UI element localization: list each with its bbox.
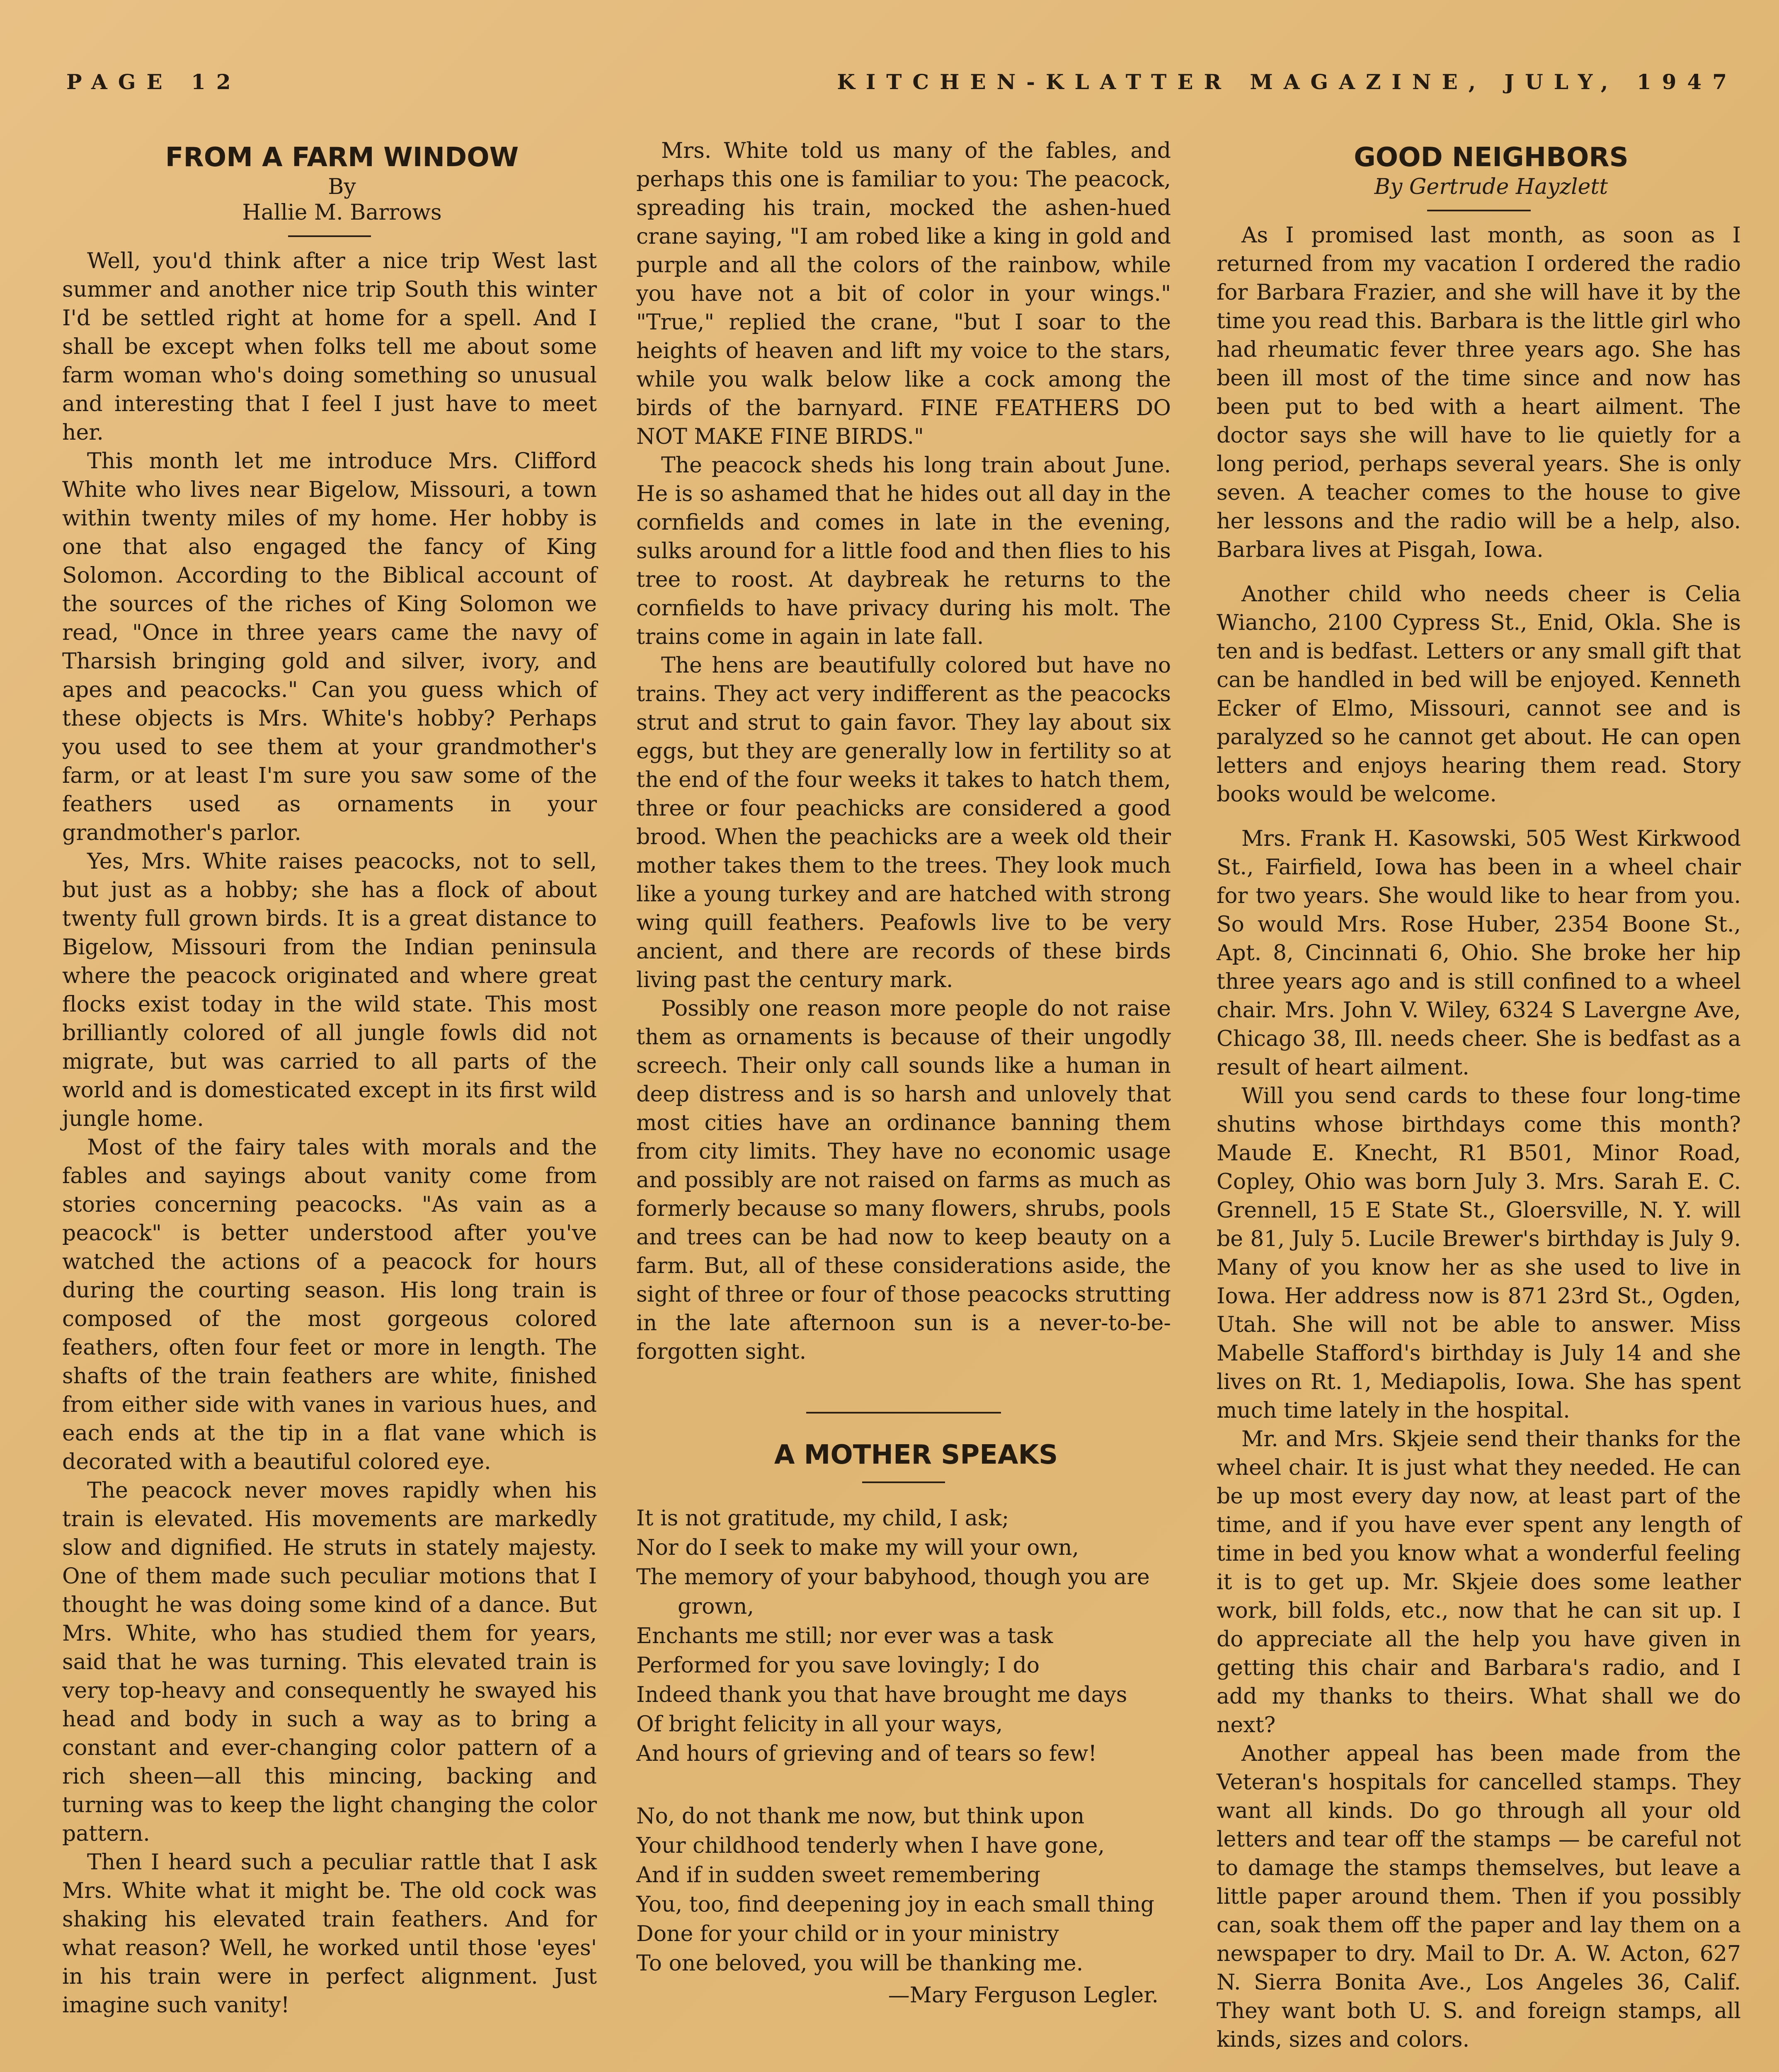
- column-left: [62, 141, 597, 2020]
- paragraph: The hens are beautifully colored but have no trains. They act very indifferent as the peacocks strut and strut to gain favor. They lay about six eggs, but they are generally low in fertility so at the end of the four weeks it takes to hatch them, three or four peachicks are considered a good brood. When the peachicks are a week old their mother takes them to the trees. They look much like a young turkey and are hatched with strong wing quill feathers. Peafowls live to be very ancient, and there are records of these birds living past the century mark.: [636, 653, 1171, 992]
- divider: [862, 1481, 945, 1483]
- poem-line: Indeed thank you that have brought me days: [636, 1682, 1127, 1707]
- magazine-title: KITCHEN-KLATTER MAGAZINE, JULY, 1947: [837, 70, 1738, 94]
- article-title: GOOD NEIGHBORS: [1354, 142, 1629, 173]
- poem-line: Performed for you save lovingly; I do: [636, 1653, 1040, 1678]
- paragraph: Another child who needs cheer is Celia Wiancho, 2100 Cypress St., Enid, Okla. She is ten and is bedfast. Letters or any small gift that can be handled in bed will be enjoyed. Kenneth Ecker of Elmo, Missouri, cannot see and is paralyzed so he cannot get about. He can open letters and enjoys hearing them read. Story books would be welcome.: [1217, 582, 1741, 807]
- paragraph: As I promised last month, as soon as I returned from my vacation I ordered the radio for Barbara Frazier, and she will have it by the time you read this. Barbara is the little girl who had rheumatic fever three years ago. She has been ill most of the time since and now has been put to bed with a heart ailment. The doctor says she will have to lie quietly for a long period, perhaps several years. She is only seven. A teacher comes to the house to give her lessons and the radio will be a help, also. Barbara lives at Pisgah, Iowa.: [1217, 223, 1741, 562]
- poem-line: Enchants me still; nor ever was a task: [636, 1624, 1053, 1648]
- paragraph: Yes, Mrs. White raises peacocks, not to sell, but just as a hobby; she has a flock of about twenty full grown birds. It is a great distance to Bigelow, Missouri from the Indian peninsula where the peacock originated and where great flocks exist today in the wild state. This most brilliantly colored of all jungle fowls did not migrate, but was carried to all parts of the world and is domesticated except in its first wild jungle home.: [62, 849, 597, 1131]
- poem-line: It is not gratitude, my child, I ask;: [636, 1506, 1009, 1531]
- poem-line: And hours of grieving and of tears so few!: [636, 1741, 1097, 1766]
- paragraph: Mrs. White told us many of the fables, and perhaps this one is familiar to you: The peacock, spreading his train, mocked the ashen-hued crane saying, "I am robed like a king in gold and purple and all the colors of the rainbow, while you have not a bit of color in your wings." "True," replied the crane, "but I soar to the heights of heaven and lift my voice to the stars, while you walk below like a cock among the birds of the barnyard. FINE FEATHERS DO NOT MAKE FINE BIRDS.": [636, 138, 1171, 449]
- column-middle: [636, 137, 1171, 2010]
- byline-author: Hallie M. Barrows: [242, 200, 442, 225]
- byline-by: By: [328, 174, 356, 199]
- poem-line: No, do not thank me now, but think upon: [636, 1804, 1085, 1829]
- paragraph: The peacock never moves rapidly when his train is elevated. His movements are markedly slow and dignified. He struts in stately majesty. One of them made such peculiar motions that I thought he was doing some kind of a dance. But Mrs. White, who has studied them for years, said that he was turning. This elevated train is very top-heavy and consequently he swayed his head and body in such a way as to bring a constant and ever-changing color pattern of a rich sheen—all this mincing, backing and turning was to keep the light changing the color pattern.: [62, 1478, 597, 1846]
- poem-author: —Mary Ferguson Legler.: [888, 1983, 1159, 2008]
- divider: [288, 235, 371, 237]
- paragraph: Most of the fairy tales with morals and the fables and sayings about vanity come from stories concerning peacocks. "As vain as a peacock" is better understood after you've watched the actions of a peacock for hours during the courting season. His long train is composed of the most gorgeous colored feathers, often four feet or more in length. The shafts of the train feathers are white, finished from either side with vanes in various hues, and each ends at the tip in a flat vane which is decorated with a beautiful colored eye.: [62, 1135, 597, 1474]
- paragraph: Will you send cards to these four long-time shutins whose birthdays come this month? Maude E. Knecht, R1 B501, Minor Road, Copley, Ohio was born July 3. Mrs. Sarah E. C. Grennell, 15 E State St., Gloersville, N. Y. will be 81, July 5. Lucile Brewer's birthday is July 9. Many of you know her as she used to live in Iowa. Her address now is 871 23rd St., Ogden, Utah. She will not be able to answer. Miss Mabelle Stafford's birthday is July 14 and she lives on Rt. 1, Mediapolis, Iowa. She has spent much time lately in the hospital.: [1217, 1084, 1741, 1423]
- poem-line: Your childhood tenderly when I have gone,: [636, 1833, 1105, 1858]
- poem-line: Of bright felicity in all your ways,: [636, 1712, 1003, 1737]
- poem-body: [636, 1504, 1171, 2010]
- poem-line: Nor do I seek to make my will your own,: [636, 1535, 1079, 1560]
- poem-line: You, too, find deepening joy in each small thing: [636, 1892, 1155, 1917]
- poem-line: And if in sudden sweet remembering: [636, 1863, 1040, 1888]
- page-number: PAGE 12: [66, 70, 242, 94]
- column-right: [1217, 141, 1741, 2054]
- paragraph: Mrs. Frank H. Kasowski, 505 West Kirkwood St., Fairfield, Iowa has been in a wheel chair for two years. She would like to hear from you. So would Mrs. Rose Huber, 2354 Boone St., Apt. 8, Cincinnati 6, Ohio. She broke her hip three years ago and is still confined to a wheel chair. Mrs. John V. Wiley, 6324 S Lavergne Ave, Chicago 38, Ill. needs cheer. She is bedfast as a result of heart ailment.: [1217, 826, 1741, 1080]
- paragraph: Mr. and Mrs. Skjeie send their thanks for the wheel chair. It is just what they needed. He can be up most every day now, at least part of the time, and if you have ever spent any length of time in bed you know what a wonderful feeling it is to get up. Mr. Skjeie does some leather work, bill folds, etc., now that he can sit up. I do appreciate all the help you have given in getting this chair and Barbara's radio, and I add my thanks to theirs. What shall we do next?: [1217, 1427, 1741, 1738]
- poem-line: The memory of your babyhood, though you are grown,: [636, 1565, 1150, 1619]
- poem-line: To one beloved, you will be thanking me.: [636, 1951, 1083, 1976]
- article-title: FROM A FARM WINDOW: [165, 142, 519, 173]
- byline-author: By Gertrude Hayzlett: [1374, 174, 1608, 199]
- poem-stanza: [636, 1504, 1171, 1769]
- paragraph: This month let me introduce Mrs. Clifford White who lives near Bigelow, Missouri, a town within twenty miles of my home. Her hobby is one that also engaged the fancy of King Solomon. According to the Biblical account of the sources of the riches of King Solomon we read, "Once in three years came the navy of Tharsish bringing gold and silver, ivory, and apes and peacocks." Can you guess which of these objects is Mrs. White's hobby? Perhaps you used to see them at your grandmother's farm, or at least I'm sure you saw some of the feathers used as ornaments in your grandmother's parlor.: [62, 449, 597, 845]
- paragraph: The peacock sheds his long train about June. He is so ashamed that he hides out all day in the cornfields and comes in late in the evening, sulks around for a little food and then flies to his tree to roost. At daybreak he returns to the cornfields to have privacy during his molt. The trains come in again in late fall.: [636, 453, 1171, 649]
- divider: [806, 1412, 1001, 1414]
- paragraph: Well, you'd think after a nice trip West last summer and another nice trip South this winter I'd be settled right at home for a spell. And I shall be except when folks tell me about some farm woman who's doing something so unusual and interesting that I feel I just have to meet her.: [62, 249, 597, 445]
- poem-title: A MOTHER SPEAKS: [774, 1440, 1058, 1470]
- poem-stanza: [636, 1802, 1171, 1978]
- page-header: [66, 70, 1738, 99]
- divider: [1427, 210, 1531, 211]
- poem-line: Done for your child or in your ministry: [636, 1922, 1059, 1946]
- paragraph: Possibly one reason more people do not raise them as ornaments is because of their ungodly screech. Their only call sounds like a human in deep distress and is so harsh and unlovely that most cities have an ordinance banning them from city limits. They have no economic usage and possibly are not raised on farms as much as formerly because so many flowers, shrubs, pools and trees can be had now to keep beauty on a farm. But, all of these considerations aside, the sight of three or four of those peacocks strutting in the late afternoon sun is a never-to-be-forgotten sight.: [636, 996, 1171, 1364]
- paragraph: Another appeal has been made from the Veteran's hospitals for cancelled stamps. They want all kinds. Do go through all your old letters and tear off the stamps — be careful not to damage the stamps themselves, but leave a little paper around them. Then if you possibly can, soak them off the paper and lay them on a newspaper to dry. Mail to Dr. A. W. Acton, 627 N. Sierra Bonita Ave., Los Angeles 36, Calif. They want both U. S. and foreign stamps, all kinds, sizes and colors.: [1217, 1741, 1741, 2052]
- paragraph: Then I heard such a peculiar rattle that I ask Mrs. White what it might be. The old cock was shaking his elevated train feathers. And for what reason? Well, he worked until those 'eyes' in his train were in perfect alignment. Just imagine such vanity!: [62, 1850, 597, 2018]
